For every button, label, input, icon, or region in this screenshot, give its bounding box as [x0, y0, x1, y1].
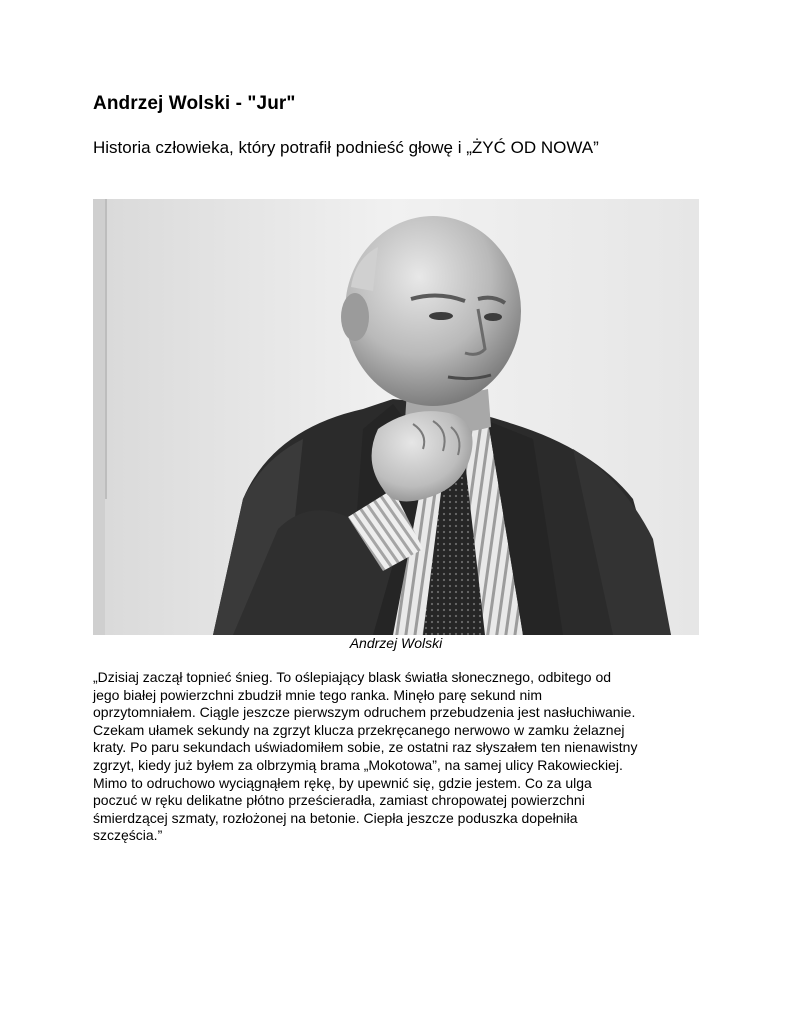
body-line: zgrzyt, kiedy już byłem za olbrzymią brama „Mokotowa”, na samej ulicy Rakowieckiej.: [93, 756, 623, 773]
body-line: oprzytomniałem. Ciągle jeszcze pierwszym odruchem przebudzenia jest nasłuchiwanie.: [93, 704, 636, 721]
page-subtitle: Historia człowieka, który potrafił podnieść głowę i „ŻYĆ OD NOWA”: [93, 138, 599, 157]
body-line: Mimo to odruchowo wyciągnąłem rękę, by upewnić się, gdzie jestem. Co za ulga: [93, 774, 592, 791]
body-line: Czekam ułamek sekundy na zgrzyt klucza przekręcanego nerwowo w zamku żelaznej: [93, 721, 625, 738]
page-title: Andrzej Wolski - "Jur": [93, 93, 296, 114]
body-line: poczuć w ręku delikatne płótno prześcieradła, zamiast chropowatej powierzchni: [93, 792, 585, 809]
body-line: jego białej powierzchni zbudził mnie tego ranka. Minęło parę sekund nim: [93, 686, 543, 703]
photo-caption: Andrzej Wolski: [349, 635, 443, 651]
portrait-photo: [93, 199, 699, 635]
body-line: kraty. Po paru sekundach uświadomiłem sobie, ze ostatni raz słyszałem ten nienawistny: [93, 739, 638, 756]
body-line: „Dzisiaj zaczął topnieć śnieg. To oślepiający blask światła słonecznego, odbitego od: [93, 669, 612, 685]
body-line: szczęścia.”: [93, 827, 163, 844]
body-paragraph: [93, 669, 705, 845]
body-line: śmierdzącej szmaty, rozłożonej na betonie. Ciepła jeszcze poduszka dopełniła: [93, 809, 578, 826]
